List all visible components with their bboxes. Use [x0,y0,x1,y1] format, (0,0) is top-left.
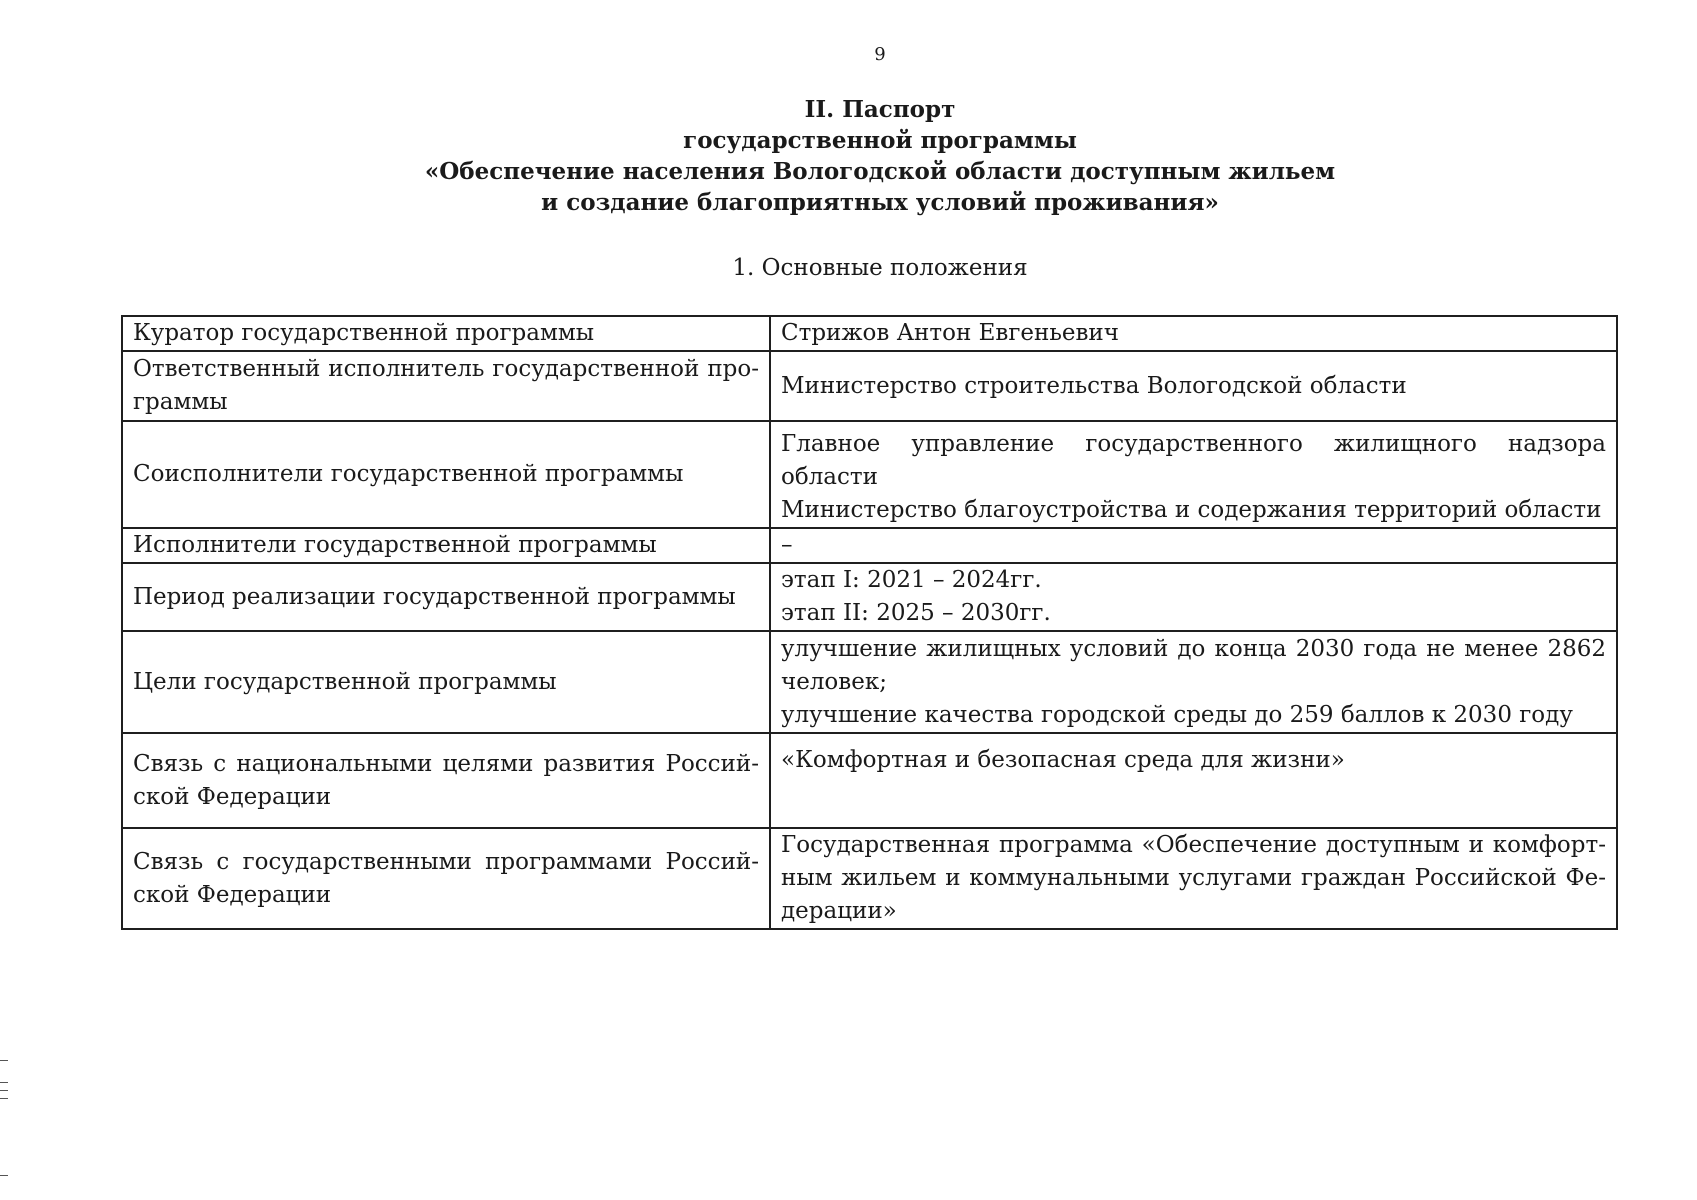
table-row [122,351,1617,421]
table-row [122,733,1617,828]
row-value-line: этап I: 2021 – 2024гг. [781,567,1042,593]
heading-line-4: и создание благоприятных условий проживания» [541,189,1219,216]
row-label: Связь с национальными целями развития Россий-ской Федерации [122,733,770,828]
row-value-line: Государственная программа «Обеспечение доступным и комфорт-ным жильем и коммунальными услугами граждан Российской Фе-дерации» [781,832,1606,924]
table-row [122,631,1617,733]
document-heading [0,94,1697,218]
scan-artifact [0,1082,8,1083]
table-row [122,828,1617,929]
table-row [122,421,1617,528]
row-value [770,421,1617,528]
scan-artifact [0,1175,8,1176]
page-number: 9 [874,44,886,65]
row-label: Связь с государственными программами Россий-ской Федерации [122,828,770,929]
scan-artifact [0,1060,8,1061]
row-value-line: Главное управление государственного жилищного надзора области [781,431,1606,490]
heading-line-3: «Обеспечение населения Вологодской области доступным жильем [424,158,1336,185]
row-label: Исполнители государственной программы [122,528,770,563]
row-label: Цели государственной программы [122,631,770,733]
row-value-line: Министерство благоустройства и содержания территорий области [781,497,1602,523]
section-title: 1. Основные положения [732,255,1028,281]
row-label: Куратор государственной программы [122,316,770,351]
row-label: Период реализации государственной программы [122,563,770,631]
table-row [122,316,1617,351]
scan-artifact [0,1090,8,1091]
passport-table [121,315,1618,930]
row-value [770,351,1617,421]
heading-line-1: II. Паспорт [804,96,956,123]
row-value [770,631,1617,733]
row-value-line: Стрижов Антон Евгеньевич [781,320,1119,346]
row-value [770,316,1617,351]
row-label: Ответственный исполнитель государственной про-граммы [122,351,770,421]
table-row [122,563,1617,631]
table-row [122,528,1617,563]
row-value-line: улучшение качества городской среды до 259 баллов к 2030 году [781,701,1573,728]
row-label: Соисполнители государственной программы [122,421,770,528]
row-value-line: Министерство строительства Вологодской области [781,372,1407,399]
row-value-line: этап II: 2025 – 2030гг. [781,600,1051,626]
heading-line-2: государственной программы [683,127,1077,154]
scan-artifact [0,1098,8,1099]
row-value-line: – [781,532,793,558]
row-value [770,828,1617,929]
row-value [770,528,1617,563]
row-value-line: «Комфортная и безопасная среда для жизни» [781,747,1345,773]
row-value-line: улучшение жилищных условий до конца 2030 года не менее 2862 человек; [781,635,1606,695]
row-value [770,733,1617,828]
row-value [770,563,1617,631]
